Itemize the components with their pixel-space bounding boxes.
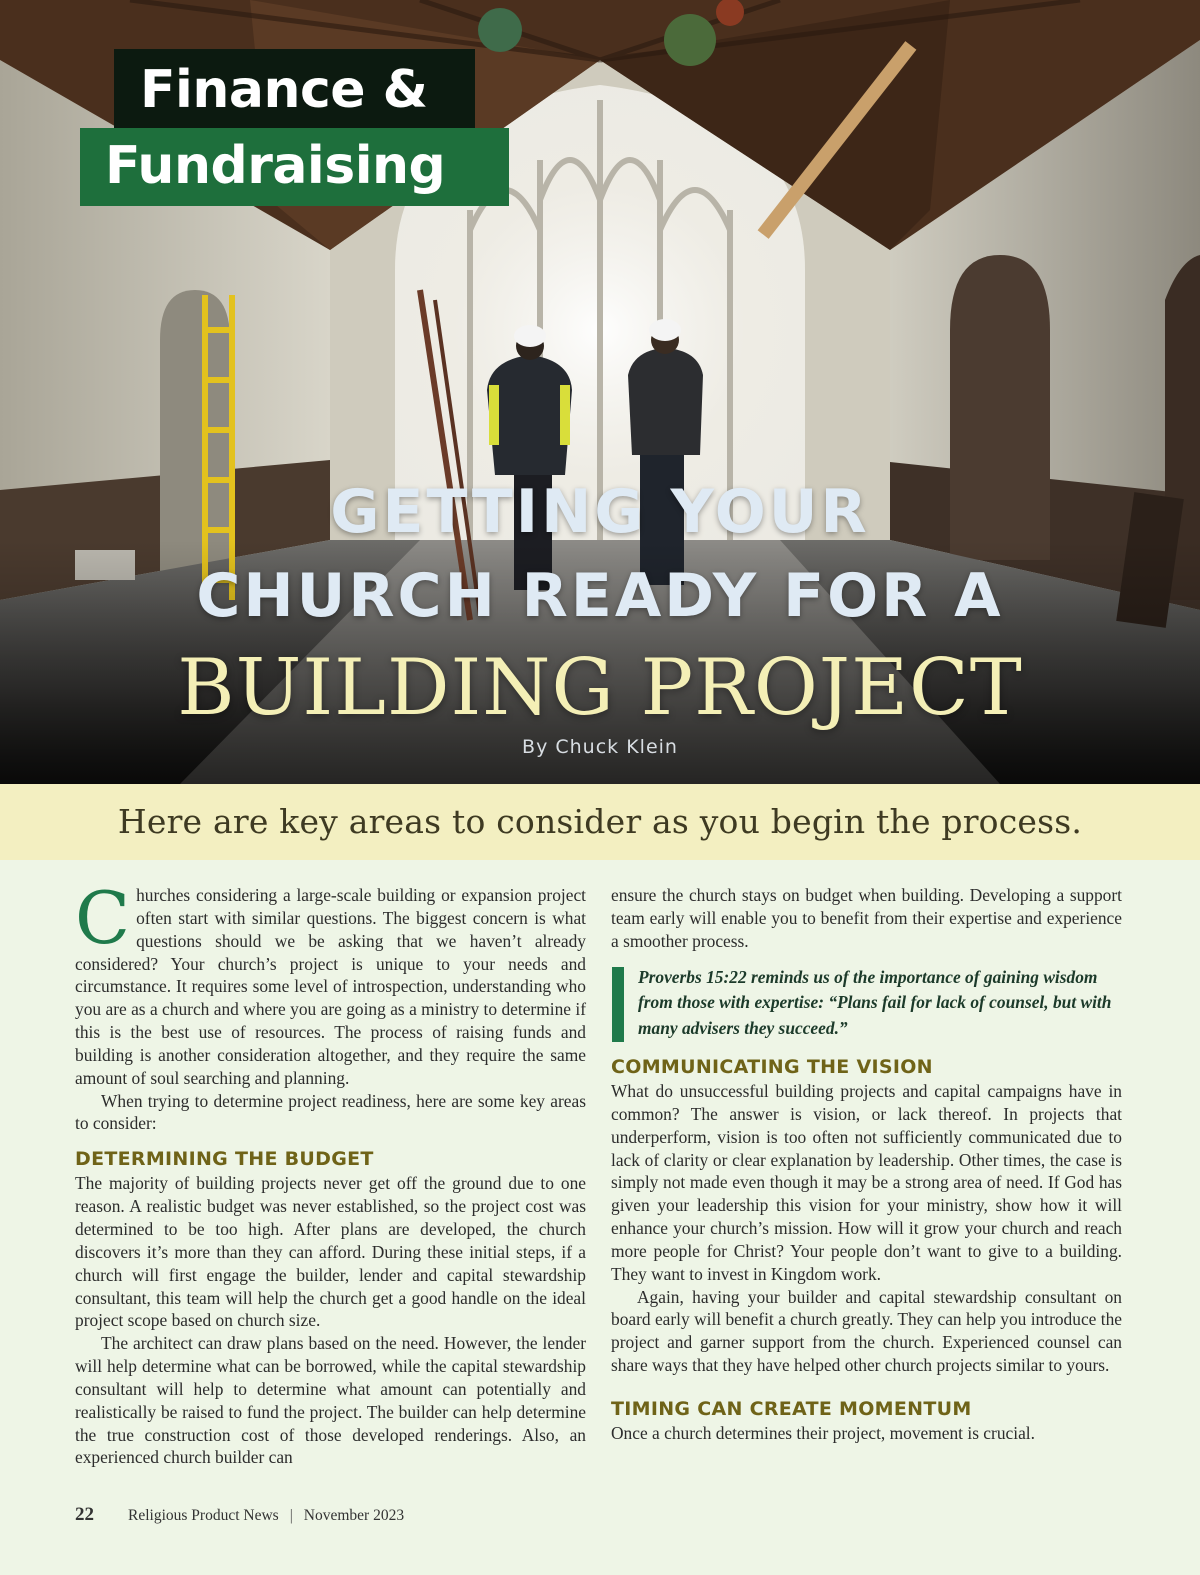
pull-quote <box>611 965 1122 1042</box>
publication-name: Religious Product News <box>128 1507 279 1524</box>
subhead-budget: DETERMINING THE BUDGET <box>75 1148 374 1171</box>
drop-cap: C <box>75 876 131 960</box>
headline-line2: CHURCH READY FOR A <box>196 561 1004 631</box>
section-tag-line2: Fundraising <box>105 136 446 196</box>
article-paragraph: When trying to determine project readiness, here are some key areas to consider: <box>75 1090 586 1134</box>
pull-quote-text: Proverbs 15:22 reminds us of the importance of gaining wisdom from those with expertise: “Plans fail for lack of counsel, but with many advisers they succeed.” <box>638 966 1112 1038</box>
article-paragraph <box>75 876 586 1090</box>
deck-text: Here are key areas to consider as you begin the process. <box>117 802 1083 841</box>
deck-banner <box>0 784 1200 860</box>
article-paragraph: The architect can draw plans based on the need. However, the lender will help determine what can be borrowed, while the capital stewardship consultant will help to determine what amount can potentially and realistically be raised to fund the project. The builder can help determine the true construction cost of those developed renderings. Also, an experienced church builder can <box>75 1333 586 1468</box>
article-paragraph: ensure the church stays on budget when building. Developing a support team early will enable you to benefit from their expertise and experience a smoother process. <box>611 885 1122 951</box>
page-footer <box>75 1504 404 1526</box>
hero-photo <box>0 0 1200 784</box>
subhead-vision: COMMUNICATING THE VISION <box>611 1056 933 1079</box>
headline-line3: BUILDING PROJECT <box>177 643 1023 733</box>
article-paragraph: What do unsuccessful building projects and capital campaigns have in common? The answer is vision, or lack thereof. In projects that underperform, vision is too often not sufficiently communicated due to lack of clarity or clear explanation by leadership. Other times, the case is simply not made even though it may be a strong area of need. If God has given your leadership this vision for your ministry, show how it will enhance your church’s mission. How will it grow your church and reach more people for Christ? Your people don’t want to give to a building. They want to invest in Kingdom work. <box>611 1081 1122 1284</box>
article-paragraph: Again, having your builder and capital stewardship consultant on board early will benefit a church greatly. They can help you introduce the project and garner support from the church. Experienced counsel can share ways that they have helped other church projects similar to yours. <box>611 1286 1122 1376</box>
subhead-timing: TIMING CAN CREATE MOMENTUM <box>611 1398 972 1420</box>
article-headline <box>0 470 1200 736</box>
section-tag-line1: Finance & <box>140 60 428 120</box>
page-number: 22 <box>75 1504 94 1525</box>
pull-quote-bar <box>612 967 624 1042</box>
issue-date: November 2023 <box>303 1507 405 1524</box>
article-paragraph: The majority of building projects never get off the ground due to one reason. A realistic budget was never established, so the project cost was determined to be too high. After plans are developed, the church discovers it’s more than they can afford. During these initial steps, if a church will first engage the builder, lender and capital stewardship consultant, this team will help the church get a good handle on the ideal project scope based on church size. <box>75 1173 586 1331</box>
article-column-right <box>611 884 1122 1445</box>
headline-line1: GETTING YOUR <box>330 477 870 547</box>
footer-separator: | <box>289 1507 293 1524</box>
article-column-left <box>75 876 586 1469</box>
paragraph-text: hurches considering a large-scale building or expansion project often start with similar questions. The biggest concern is what questions should we be asking that we haven’t already considered? Your church’s project is unique to your needs and circumstance. It requires some level of introspection, understanding who you are as a church and where you are going as a ministry to determine if this is the best use of resources. The process of raising funds and building is another consideration altogether, and they require the same amount of soul searching and planning. <box>75 885 586 1088</box>
article-paragraph: Once a church determines their project, movement is crucial. <box>611 1423 1035 1443</box>
byline: By Chuck Klein <box>522 736 678 758</box>
